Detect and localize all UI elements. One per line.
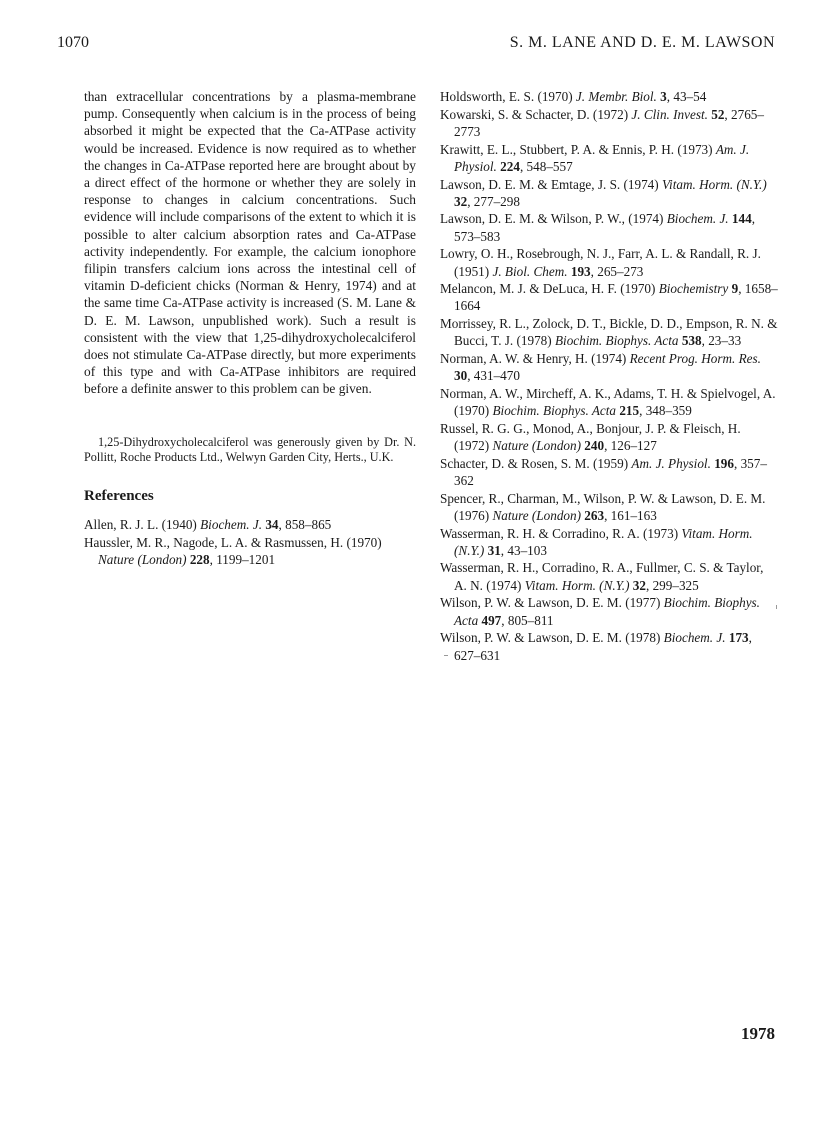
reference-journal: Vitam. Horm. (N.Y.) [454,525,753,558]
reference-volume: 30 [454,368,468,384]
reference-pages: , 265–273 [590,263,644,279]
reference-volume: 32 [454,193,468,209]
reference-volume: 31 [487,542,501,558]
reference-pages: , 299–325 [645,577,699,593]
reference-journal: Am. J. Physiol. [454,141,750,174]
reference-pages: , 431–470 [467,368,520,384]
reference-item [440,420,778,454]
reference-volume: 240 [584,438,605,454]
reference-journal: J. Membr. Biol. [575,89,657,104]
reference-authors: Wasserman, R. H., Corradino, R. A., Fullmer, C. S. & Taylor, A. N. (1974) [440,560,764,593]
reference-pages: , 627–631 [454,630,752,663]
reference-authors: Krawitt, E. L., Stubbert, P. A. & Ennis, P. H. (1973) [440,141,713,157]
reference-volume: 228 [189,551,210,567]
acknowledgement-text: 1,25-Dihydroxycholecalciferol was generously given by Dr. N. Pollitt, Roche Products Ltd., Welwyn Garden City, Herts., U.K. [84,434,416,465]
reference-item [440,280,778,314]
reference-item [440,350,778,384]
page-mark [776,605,777,609]
reference-authors: Wasserman, R. H. & Corradino, R. A. (1973) [440,525,679,541]
reference-pages: , 805–811 [501,612,554,628]
reference-authors: Spencer, R., Charman, M., Wilson, P. W. & Lawson, D. E. M. (1976) [440,490,766,523]
reference-item [440,88,778,105]
reference-item [440,385,778,419]
reference-volume: 263 [584,507,605,523]
footer-year: 1978 [741,1024,775,1043]
reference-authors: Lawson, D. E. M. & Wilson, P. W., (1974) [440,211,664,227]
reference-journal: J. Clin. Invest. [631,106,708,122]
reference-pages: , 2765–2773 [454,106,764,139]
reference-pages: , 277–298 [467,193,520,209]
reference-item [440,245,778,279]
reference-journal: Biochem. J. [200,517,263,533]
reference-volume: 497 [481,612,502,628]
acknowledgement [84,435,416,466]
reference-pages: , 1199–1201 [209,551,276,567]
reference-item [84,534,416,568]
reference-journal: Nature (London) [492,438,581,454]
reference-authors: Norman, A. W., Mircheff, A. K., Adams, T. H. & Spielvogel, A. (1970) [440,385,776,419]
reference-journal: Nature (London) [492,507,581,523]
reference-item [440,141,778,175]
reference-authors: Lowry, O. H., Rosebrough, N. J., Farr, A. L. & Randall, R. J. (1951) [440,246,761,279]
reference-authors: Kowarski, S. & Schacter, D. (1972) [440,106,629,122]
reference-journal: Biochem. J. [663,630,726,646]
reference-journal: Biochim. Biophys. Acta [454,595,760,628]
reference-pages: , 1658–1664 [454,281,778,314]
reference-item [440,559,778,593]
reference-authors: Melancon, M. J. & DeLuca, H. F. (1970) [440,281,656,297]
reference-pages: , 126–127 [604,438,657,454]
reference-journal: Biochem. J. [666,211,729,227]
page-number: 1070 [57,34,89,51]
reference-volume: 173 [728,630,749,646]
reference-authors: Allen, R. J. L. (1940) [84,517,197,533]
references-list-left [84,516,416,568]
reference-pages: , 573–583 [454,211,755,244]
reference-item [440,490,778,524]
reference-journal: Vitam. Horm. (N.Y.) [524,577,630,593]
reference-item [440,594,778,628]
reference-volume: 52 [711,106,725,122]
page-mark [444,655,448,656]
reference-pages: , 548–557 [519,158,573,174]
reference-pages: , 43–103 [500,542,547,558]
reference-journal: Biochemistry [658,281,729,297]
reference-volume: 3 [660,89,667,104]
reference-journal: Am. J. Physiol. [631,455,711,471]
reference-volume: 34 [265,517,279,533]
references-list-right [440,88,778,664]
reference-item [84,516,416,533]
left-column [84,88,416,569]
reference-item [440,106,778,140]
reference-pages: , 43–54 [666,89,707,104]
reference-authors: Schacter, D. & Rosen, S. M. (1959) [440,455,629,471]
reference-journal: Nature (London) [98,551,187,567]
reference-journal: Vitam. Horm. (N.Y.) [661,176,767,192]
reference-authors: Lawson, D. E. M. & Emtage, J. S. (1974) [440,176,659,192]
reference-authors: Norman, A. W. & Henry, H. (1974) [440,351,627,367]
reference-item [440,210,778,244]
reference-journal: J. Biol. Chem. [492,263,568,279]
reference-volume: 224 [500,158,520,174]
reference-volume: 32 [632,577,646,593]
reference-journal: Recent Prog. Horm. Res. [629,351,761,367]
reference-volume: 193 [570,263,591,279]
reference-pages: , 23–33 [701,333,742,349]
reference-authors: Haussler, M. R., Nagode, L. A. & Rasmussen, H. (1970) [84,534,382,550]
reference-authors: Russel, R. G. G., Monod, A., Bonjour, J. P. & Fleisch, H. (1972) [440,420,741,454]
reference-volume: 196 [714,455,734,471]
reference-pages: , 357–362 [454,455,767,488]
reference-authors: Holdsworth, E. S. (1970) [440,89,573,104]
references-heading: References [84,487,154,504]
reference-item [440,176,778,210]
reference-pages: , 348–359 [639,403,692,419]
running-head: S. M. LANE AND D. E. M. LAWSON [509,34,775,51]
reference-authors: Morrissey, R. L., Zolock, D. T., Bickle, D. D., Empson, R. N. & Bucci, T. J. (1978) [440,316,778,349]
reference-volume: 144 [731,211,752,227]
reference-journal: Biochim. Biophys. Acta [554,333,679,349]
body-paragraph: than extracellular concentrations by a plasma-membrane pump. Consequently when calcium is in the process of being absorbed it might be expected that the Ca-ATPase activity would be increased. Evidence is now required as to whether the changes in Ca-ATPase reported here are brought about by a direct effect of the hormone or whether they are solely in response to changes in calcium concentrations. Such evidence will include comparisons of the extent to which it is possible to alter calcium absorption rates and Ca-ATPase activity independently. For example, the calcium ionophore filipin transfers calcium ions across the intestinal cell of vitamin D-deficient chicks (Norman & Henry, 1974) and at the same time Ca-ATPase activity is increased (S. M. Lane & D. E. M. Lawson, unpublished work). Such a result is consistent with the view that 1,25-dihydroxycholecalciferol does not stimulate Ca-ATPase directly, but more experiments of this type and with Ca-ATPase inhibitors are required before a definite answer to this problem can be given. [84,89,416,397]
reference-volume: 215 [619,403,640,419]
reference-volume: 9 [731,281,739,297]
reference-journal: Biochim. Biophys. Acta [492,403,617,419]
reference-item [440,629,778,663]
right-column [440,88,778,664]
reference-item [440,525,778,559]
reference-pages: , 161–163 [604,507,657,523]
reference-authors: Wilson, P. W. & Lawson, D. E. M. (1977) [440,595,661,611]
reference-item [440,455,778,489]
reference-volume: 538 [681,333,702,349]
reference-item [440,315,778,349]
reference-authors: Wilson, P. W. & Lawson, D. E. M. (1978) [440,630,661,646]
reference-pages: , 858–865 [278,517,332,533]
